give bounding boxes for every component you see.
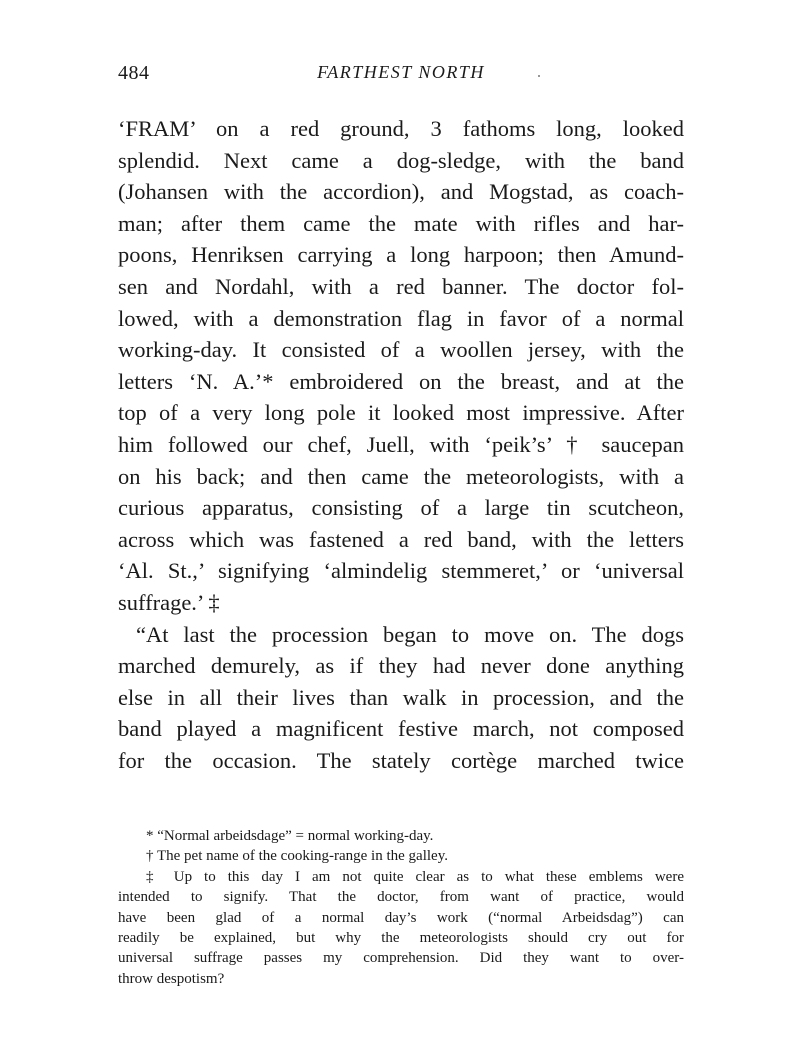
footnotes [118,826,684,989]
text-line: sen and Nordahl, with a red banner. The doctor fol- [118,273,684,299]
text-line: ‘Al. St.,’ signifying ‘almindelig stemmeret,’ or ‘universal [118,558,684,584]
text-line: marched demurely, as if they had never done anything [118,653,684,679]
footnote-dagger: † The pet name of the cooking-range in the galley. [146,848,448,865]
text-line: lowed, with a demonstration flag in favor of a normal [118,305,684,331]
footnote-double-dagger-line: universal suffrage passes my comprehension. Did they want to over- [118,950,684,967]
print-speck [538,75,540,77]
text-line: man; after them came the mate with rifles and har- [118,210,684,236]
footnote-double-dagger-line: readily be explained, but why the meteorologists should cry out for [118,929,684,946]
text-line: working-day. It consisted of a woollen jersey, with the [118,337,684,363]
text-line: letters ‘N. A.’* embroidered on the breast, and at the [118,368,684,394]
text-line: on his back; and then came the meteorologists, with a [118,463,684,489]
footnote-double-dagger-line: have been glad of a normal day’s work (“normal Arbeidsdag”) can [118,909,684,926]
main-text [118,113,684,776]
footnote-double-dagger-line: ‡ Up to this day I am not quite clear as to what these emblems were [146,868,684,885]
text-line: (Johansen with the accordion), and Mogstad, as coach- [118,179,684,205]
text-line: him followed our chef, Juell, with ‘peik’s’ † saucepan [118,431,684,457]
paragraph-start-line: “At last the procession began to move on. The dogs [136,621,684,647]
text-line: splendid. Next came a dog-sledge, with the band [118,147,684,173]
page-number: 484 [118,62,150,84]
text-line: ‘FRAM’ on a red ground, 3 fathoms long, looked [118,116,684,141]
footnote-double-dagger-line: intended to signify. That the doctor, from want of practice, would [118,889,684,906]
footnote-double-dagger-line: throw despotism? [118,970,225,987]
text-line: band played a magnificent festive march, not composed [118,716,684,742]
text-line: for the occasion. The stately cortège marched twice [118,747,684,773]
page-header [118,62,684,92]
text-line: suffrage.’ ‡ [118,589,220,615]
text-line: else in all their lives than walk in procession, and the [118,684,684,710]
footnote-asterisk: * “Normal arbeidsdage” = normal working-day. [146,828,434,844]
running-title: FARTHEST NORTH [317,62,485,82]
text-line: poons, Henriksen carrying a long harpoon; then Amund- [118,242,684,268]
text-line: across which was fastened a red band, with the letters [118,526,684,552]
text-line: curious apparatus, consisting of a large tin scutcheon, [118,495,684,521]
text-line: top of a very long pole it looked most impressive. After [118,400,684,426]
